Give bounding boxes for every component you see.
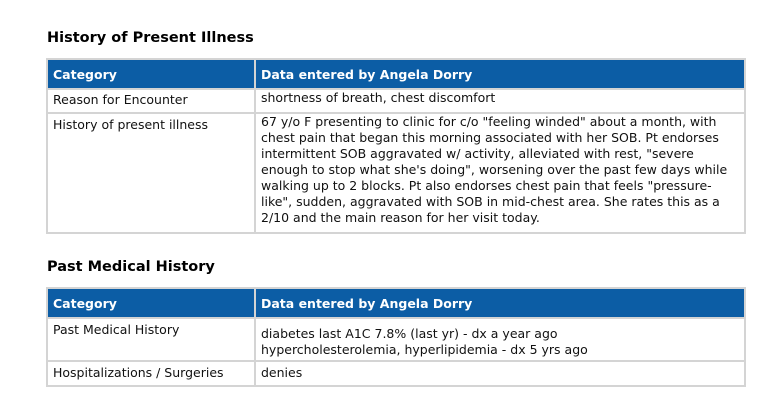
- table-header-row: [48, 60, 744, 88]
- row-category: History of present illness: [48, 114, 254, 232]
- pmh-section-title: Past Medical History: [47, 259, 215, 275]
- row-value: 67 y/o F presenting to clinic for c/o "feeling winded" about a month, with chest pain that began this morning associated with her SOB. Pt endorses intermittent SOB aggravated w/ activity, alleviated with rest, "severe enough to stop what she's doing", worsening over the past few days while walking up to 2 blocks. Pt also endorses chest pain that feels "pressure-like", sudden, aggravated with SOB in mid-chest area. She rates this as a 2/10 and the main reason for her visit today.: [256, 114, 744, 232]
- category-column-header: Category: [48, 289, 254, 317]
- row-category: Reason for Encounter: [48, 90, 254, 112]
- row-category: Hospitalizations / Surgeries: [48, 362, 254, 385]
- pmh-table: [46, 287, 746, 387]
- table-row: [48, 90, 744, 112]
- table-header-row: [48, 289, 744, 317]
- row-value-line: hypercholesterolemia, hyperlipidemia - dx 5 yrs ago: [261, 342, 588, 357]
- row-value: denies: [256, 362, 744, 385]
- table-row: [48, 319, 744, 360]
- hpi-section-title: History of Present Illness: [47, 30, 254, 46]
- row-value: [256, 319, 744, 360]
- category-column-header: Category: [48, 60, 254, 88]
- row-category: Past Medical History: [48, 319, 254, 360]
- table-row: [48, 114, 744, 232]
- hpi-table: [46, 58, 746, 234]
- data-column-header: Data entered by Angela Dorry: [256, 60, 744, 88]
- row-value: shortness of breath, chest discomfort: [256, 90, 744, 112]
- row-value-line: diabetes last A1C 7.8% (last yr) - dx a year ago: [261, 326, 558, 341]
- data-column-header: Data entered by Angela Dorry: [256, 289, 744, 317]
- table-row: [48, 362, 744, 385]
